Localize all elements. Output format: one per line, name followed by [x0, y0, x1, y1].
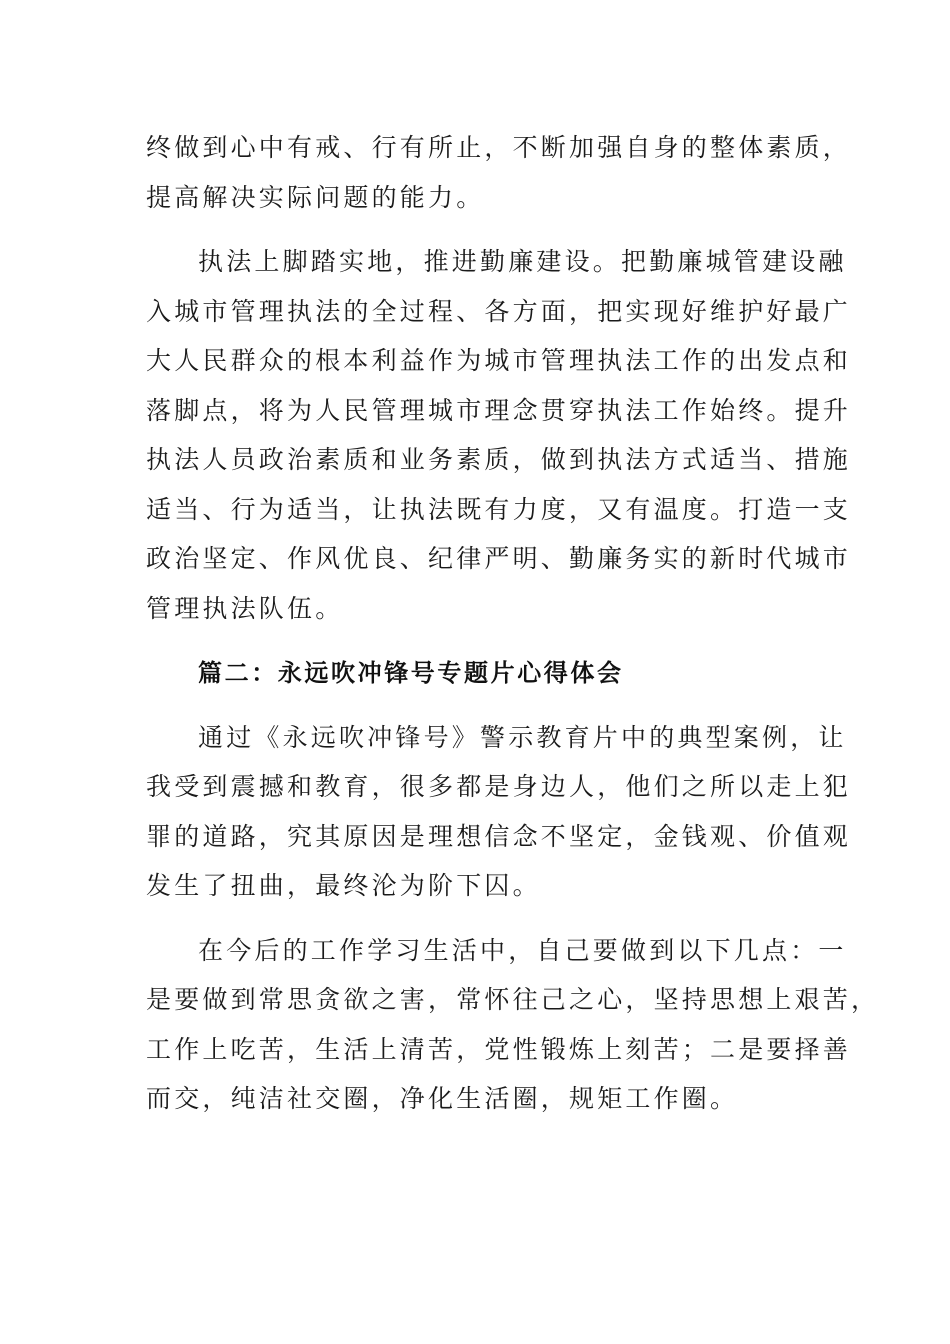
- text-line: 执法人员政治素质和业务素质，做到执法方式适当、措施: [146, 445, 852, 474]
- text-line: 工作上吃苦，生活上清苦，党性锻炼上刻苦；二是要择善: [146, 1034, 852, 1064]
- text-line: 执法上脚踏实地，推进勤廉建设。把勤廉城管建设融: [198, 247, 847, 276]
- text-line: 提高解决实际问题的能力。: [146, 182, 485, 212]
- paragraph-law-enforcement: [146, 242, 852, 638]
- text-line: 管理执法队伍。: [146, 593, 344, 623]
- paragraph-continued: [146, 128, 852, 227]
- text-line: 适当、行为适当，让执法既有力度，又有温度。打造一支: [146, 494, 852, 524]
- text-line: 我受到震撼和教育，很多都是身边人，他们之所以走上犯: [146, 772, 852, 801]
- text-line: 而交，纯洁社交圈，净化生活圈，规矩工作圈。: [146, 1084, 739, 1113]
- text-line: 入城市管理执法的全过程、各方面，把实现好维护好最广: [146, 296, 852, 326]
- text-line: 落脚点，将为人民管理城市理念贯穿执法工作始终。提升: [146, 395, 852, 425]
- text-line: 罪的道路，究其原因是理想信念不坚定，金钱观、价值观: [146, 821, 852, 851]
- text-line: 是要做到常思贪欲之害，常怀往己之心，坚持思想上艰苦，: [146, 985, 880, 1014]
- text-line: 通过《永远吹冲锋号》警示教育片中的典型案例，让: [198, 722, 847, 752]
- text-line: 发生了扭曲，最终沦为阶下囚。: [146, 871, 541, 900]
- text-line: 政治坚定、作风优良、纪律严明、勤廉务实的新时代城市: [146, 544, 852, 573]
- section-heading: 篇二：永远吹冲锋号专题片心得体会: [198, 659, 624, 687]
- paragraph-film-reflection: [146, 718, 852, 916]
- text-line: 大人民群众的根本利益作为城市管理执法工作的出发点和: [146, 346, 852, 375]
- document-body: [146, 128, 880, 1129]
- text-line: 终做到心中有戒、行有所止，不断加强自身的整体素质，: [146, 133, 852, 162]
- text-line: 在今后的工作学习生活中，自己要做到以下几点：一: [198, 935, 847, 965]
- paragraph-future-commitments: [146, 931, 880, 1129]
